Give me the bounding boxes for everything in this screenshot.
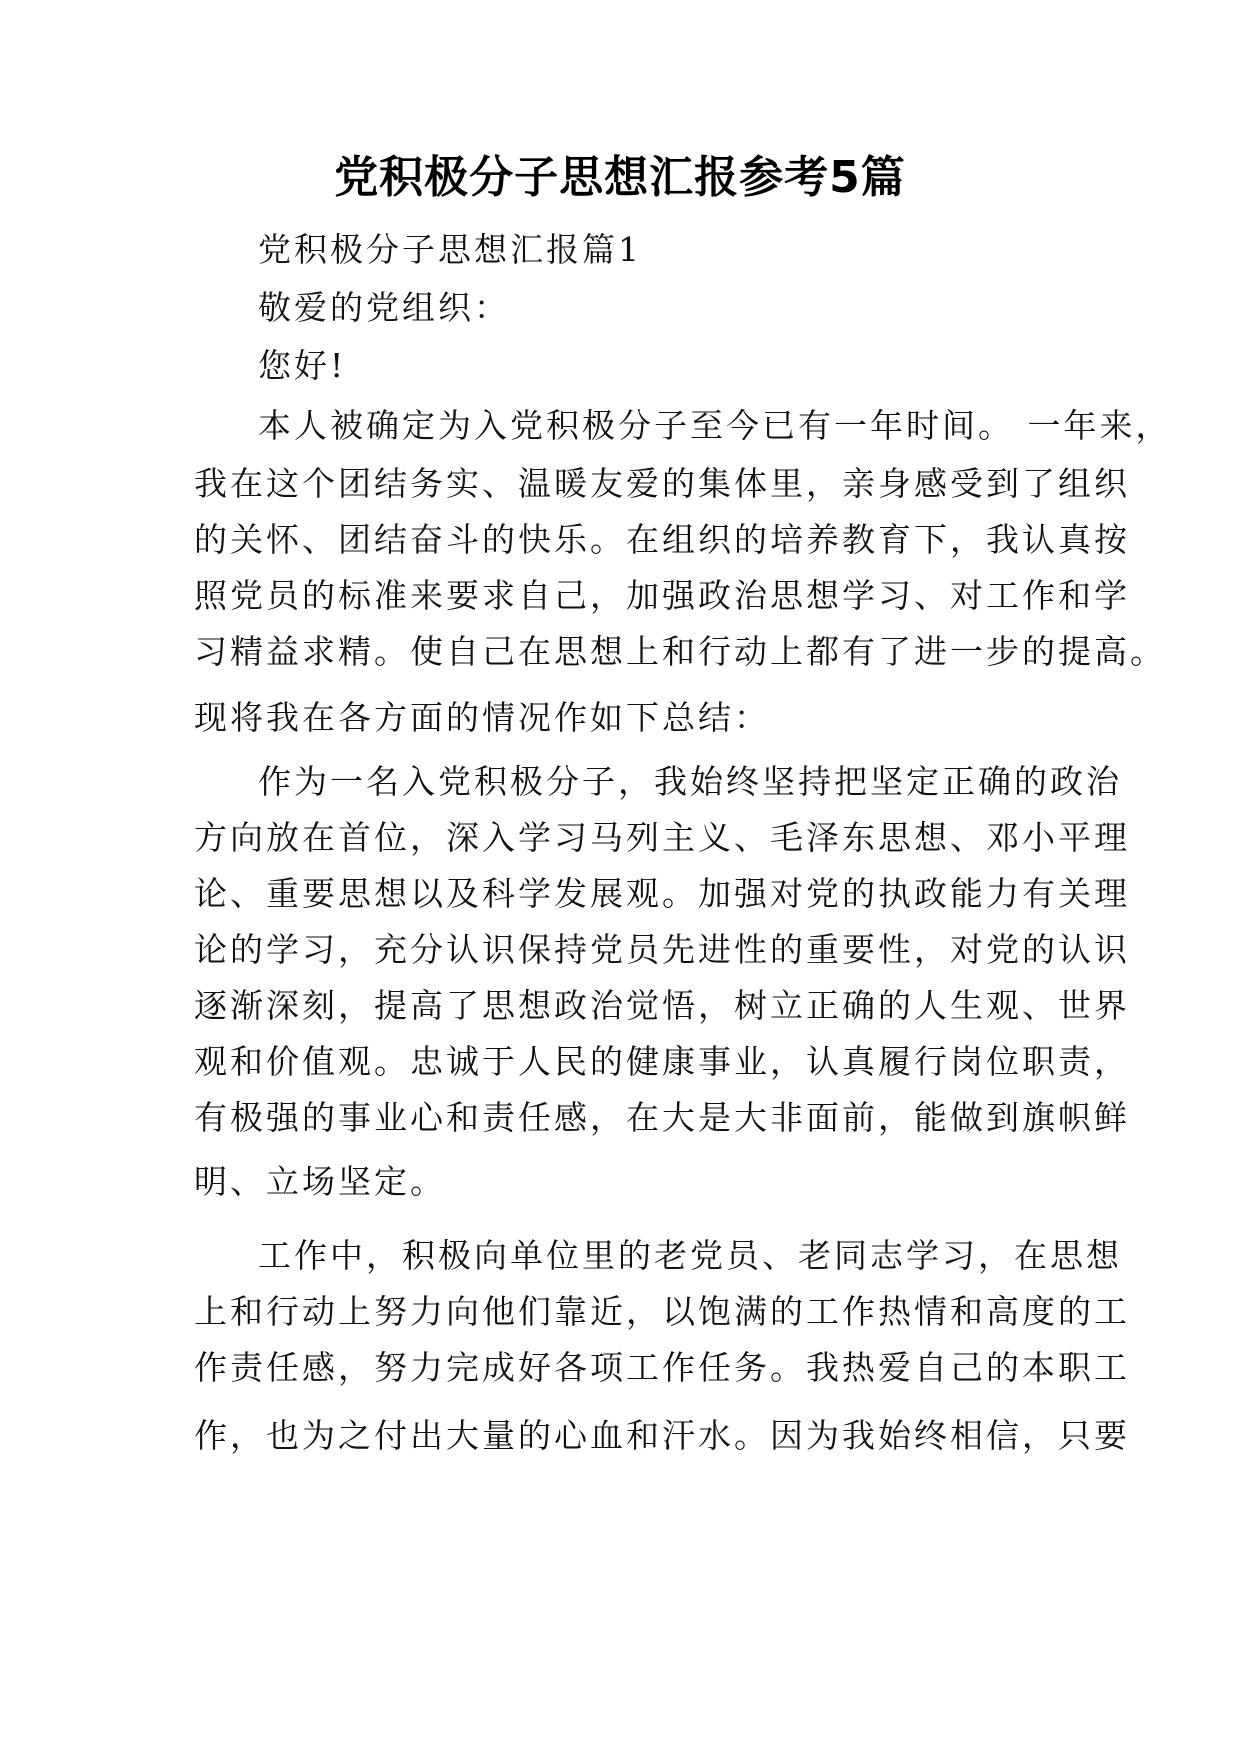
salutation-line: 敬爱的党组织：	[258, 288, 510, 327]
paragraph-line: 逐渐深刻，提高了思想政治觉悟，树立正确的人生观、世界	[194, 986, 1130, 1025]
paragraph-line: 上和行动上努力向他们靠近，以饱满的工作热情和高度的工	[194, 1292, 1130, 1331]
paragraph-line: 照党员的标准来要求自己，加强政治思想学习、对工作和学	[194, 576, 1130, 615]
paragraph-line: 方向放在首位，深入学习马列主义、毛泽东思想、邓小平理	[194, 818, 1130, 857]
paragraph-line: 本人被确定为入党积极分子至今已有一年时间。 一年来，	[258, 406, 1172, 445]
greeting-line: 您好!	[258, 346, 347, 385]
paragraph-line: 论的学习，充分认识保持党员先进性的重要性，对党的认识	[194, 930, 1130, 969]
paragraph-line: 我在这个团结务实、温暖友爱的集体里，亲身感受到了组织	[194, 464, 1130, 503]
paragraph-line: 工作中，积极向单位里的老党员、老同志学习，在思想	[258, 1236, 1122, 1275]
paragraph-line: 明、立场坚定。	[194, 1162, 446, 1201]
paragraph-line: 作责任感，努力完成好各项工作任务。我热爱自己的本职工	[194, 1348, 1130, 1387]
section-heading: 党积极分子思想汇报篇1	[258, 230, 642, 269]
paragraph-line: 有极强的事业心和责任感，在大是大非面前，能做到旗帜鲜	[194, 1098, 1130, 1137]
paragraph-line: 现将我在各方面的情况作如下总结：	[194, 698, 770, 737]
paragraph-line: 作，也为之付出大量的心血和汗水。因为我始终相信，只要	[194, 1416, 1130, 1455]
paragraph-line: 论、重要思想以及科学发展观。加强对党的执政能力有关理	[194, 874, 1130, 913]
paragraph-line: 作为一名入党积极分子，我始终坚持把坚定正确的政治	[258, 762, 1122, 801]
document-title: 党积极分子思想汇报参考5篇	[334, 152, 906, 203]
paragraph-line: 的关怀、团结奋斗的快乐。在组织的培养教育下，我认真按	[194, 520, 1130, 559]
paragraph-line: 观和价值观。忠诚于人民的健康事业，认真履行岗位职责，	[194, 1042, 1130, 1081]
paragraph-line: 习精益求精。使自己在思想上和行动上都有了进一步的提高。	[194, 632, 1166, 671]
